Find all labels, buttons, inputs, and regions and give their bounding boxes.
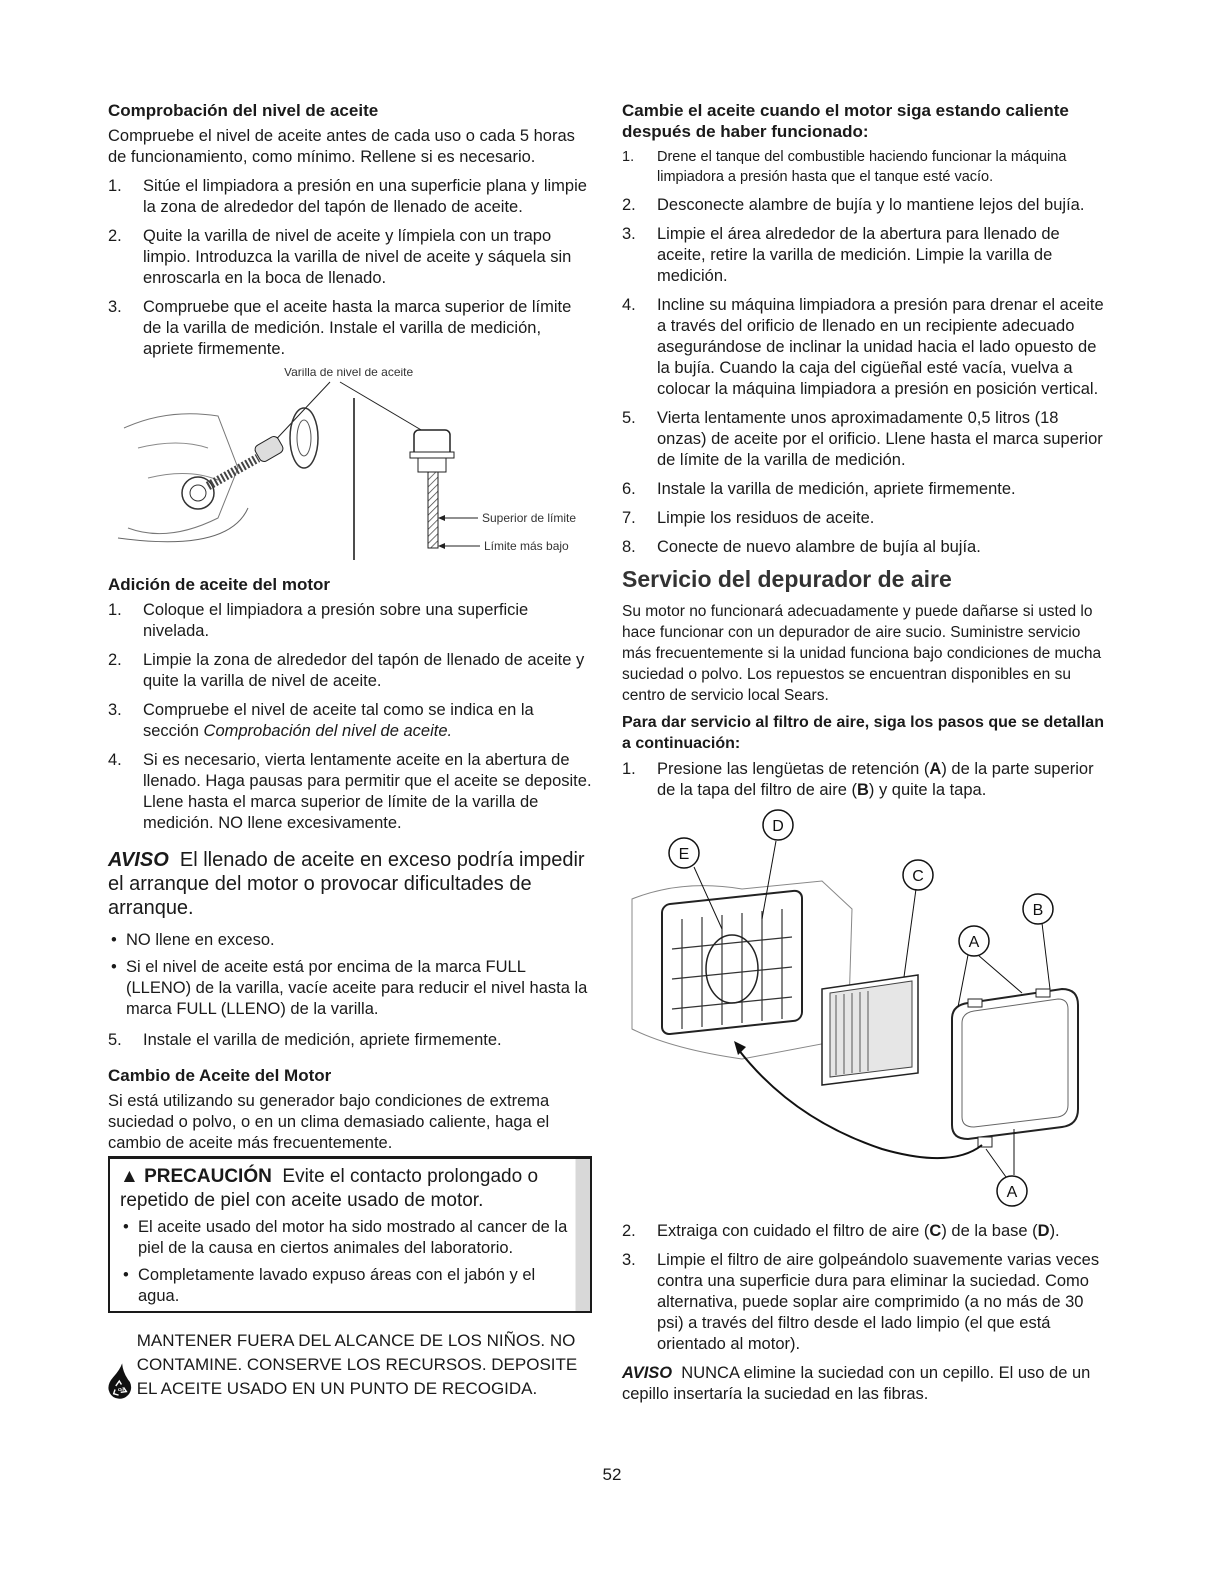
caution-bullets [120,1217,580,1307]
section-title-air-cleaner: Servicio del depurador de aire [622,566,952,592]
callout-c: C [912,868,924,885]
section-title-warm-change: Cambie el aceite cuando el motor siga estando caliente después de haber funcionado: [622,101,1069,141]
list-item: • NO llene en exceso. [108,930,592,951]
oil-check-steps [108,176,592,360]
recycle-notice [108,1329,592,1433]
notice-word: AVISO [622,1364,673,1382]
oil-adding-step-5 [108,1030,592,1051]
recycle-text: MANTENER FUERA DEL ALCANCE DE LOS NIÑOS. NO CONTAMINE. CONSERVE LOS RECURSOS. DEPOSITE EL ACEITE USADO EN UN PUNTO DE RECOGIDA. [136,1331,578,1398]
list-item: 8. Conecte de nuevo alambre de bujía al bujía. [622,538,981,556]
list-item: 1. Sitúe el limpiadora a presión en una superficie plana y limpie la zona de alrededor del tapón de llenado de aceite. [108,177,587,216]
callout-d: D [772,818,784,835]
air-filter-illustration [622,809,1112,1221]
oil-adding-steps [108,600,592,834]
overfill-notice: AVISO El llenado de aceite en exceso podría impedir el arranque del motor o provocar dificultades de arranque. [108,849,585,919]
list-item: 7. Limpie los residuos de aceite. [622,509,875,527]
list-item: • Completamente lavado expuso áreas con el jabón y el agua. [120,1265,580,1307]
overfill-bullets [108,930,592,1020]
list-item: 3. Limpie el filtro de aire golpeándolo suavemente varias veces contra una superficie dura para eliminar la suciedad. Como alternativa, puede soplar aire comprimido (a no más de 30 psi) a través del filtro desde el lado limpio (el que está orientado al motor). [622,1251,1100,1353]
list-item: 1. Drene el tanque del combustible haciendo funcionar la máquina limpiadora a presión hasta que el tanque esté vacío. [622,149,1067,185]
caution-heading: ▲ PRECAUCIÓN Evite el contacto prolongado o repetido de piel con aceite usado de motor. [120,1166,539,1211]
right-column [622,100,1112,1413]
section-title-oil-change: Cambio de Aceite del Motor [108,1066,332,1085]
caution-word: PRECAUCIÓN [144,1166,272,1187]
list-item: 2. Limpie la zona de alrededor del tapón de llenado de aceite y quite la varilla de nivel de aceite. [108,651,585,690]
dipstick-label: Varilla de nivel de aceite [284,368,414,379]
air-cleaner-steps [622,1221,1112,1355]
callout-a-top: A [968,934,980,951]
callout-b: B [1032,902,1044,919]
list-item: 1. Coloque el limpiadora a presión sobre una superficie nivelada. [108,601,529,640]
list-item: 3. Compruebe el nivel de aceite tal como se indica en la sección Comprobación del nivel de aceite. [108,701,534,740]
air-cleaner-step-1 [622,759,1112,801]
warm-change-steps [622,147,1112,558]
oil-check-intro: Compruebe el nivel de aceite antes de cada uso o cada 5 horas de funcionamiento, como mínimo. Rellene si es necesario. [108,127,575,166]
list-item: 1. Presione las lengüetas de retención (A) de la parte superior de la tapa del filtro de aire (B) y quite la tapa. [622,760,1094,799]
lower-limit-label: Límite más bajo [484,539,569,553]
list-item: • El aceite usado del motor ha sido mostrado al cancer de la piel de la causa en ciertos animales del laboratorio. [120,1217,580,1259]
list-item: 5. Instale el varilla de medición, apriete firmemente. [108,1031,502,1049]
brush-notice: AVISO NUNCA elimine la suciedad con un cepillo. El uso de un cepillo insertaría la suciedad en las fibras. [622,1364,1091,1403]
list-item: 2. Quite la varilla de nivel de aceite y límpiela con un trapo limpio. Introduzca la varilla de nivel de aceite y sáquela sin enroscarla en la boca de llenado. [108,227,572,287]
air-cleaner-intro: Su motor no funcionará adecuadamente y puede dañarse si usted lo hace funcionar con un depurador de aire sucio. Suministre servicio más frecuentemente si la unidad funciona bajo condiciones de mucha suciedad o polvo. Los repuestos se encuentran disponibles en su centro de servicio local Sears. [622,603,1102,704]
list-item: • Si el nivel de aceite está por encima de la marca FULL (LLENO) de la varilla, vacíe aceite para reducir el nivel hasta la marca FULL (LLENO) de la varilla. [108,957,592,1020]
air-cleaner-subtitle: Para dar servicio al filtro de aire, siga los pasos que se detallan a continuación: [622,714,1104,752]
left-column [108,100,592,1433]
dipstick-figure [108,368,592,572]
dipstick-illustration [108,368,592,572]
oil-recycle-icon [108,1329,133,1433]
list-item: 4. Si es necesario, vierta lentamente aceite en la abertura de llenado. Haga pausas para permitir que el aceite se deposite. Llene hasta el marca superior de límite de la varilla de medición. NO llene excesivamente. [108,751,592,832]
air-filter-figure [622,809,1112,1221]
oil-label: Oil [117,1386,124,1392]
section-title-oil-check: Comprobación del nivel de aceite [108,101,379,120]
list-item: 4. Incline su máquina limpiadora a presión para drenar el aceite a través del orificio de llenado en un recipiente adecuado asegurándose de inclinar la unidad hacia el lado opuesto de la bujía. Cuando la caja del cigüeñal esté vacía, vuelva a colocar la máquina limpiadora a presión en posición vertical. [622,296,1104,398]
section-title-oil-adding: Adición de aceite del motor [108,575,330,594]
list-item: 6. Instale la varilla de medición, apriete firmemente. [622,480,1016,498]
caution-box [108,1156,592,1313]
list-item: 3. Compruebe que el aceite hasta la marca superior de límite de la varilla de medición. Instale el varilla de medición, apriete firmemente. [108,298,572,358]
upper-limit-label: Superior de límite [482,511,577,525]
list-item: 3. Limpie el área alrededor de la abertura para llenado de aceite, retire la varilla de medición. Limpie la varilla de medición. [622,225,1060,285]
notice-word: AVISO [108,849,169,871]
oil-change-text: Si está utilizando su generador bajo condiciones de extrema suciedad o polvo, o en un clima demasiado caliente, haga el cambio de aceite más frecuentemente. [108,1092,550,1152]
callout-a-bottom: A [1006,1184,1018,1201]
page-number: 52 [602,1465,622,1484]
list-item: 5. Vierta lentamente unos aproximadamente 0,5 litros (18 onzas) de aceite por el orificio. Llene hasta el marca superior de límite de la varilla de medición. [622,409,1103,469]
callout-e: E [678,846,690,863]
list-item: 2. Extraiga con cuidado el filtro de aire (C) de la base (D). [622,1222,1060,1240]
list-item: 2. Desconecte alambre de bujía y lo mantiene lejos del bujía. [622,196,1085,214]
warning-icon: ▲ [120,1166,139,1187]
